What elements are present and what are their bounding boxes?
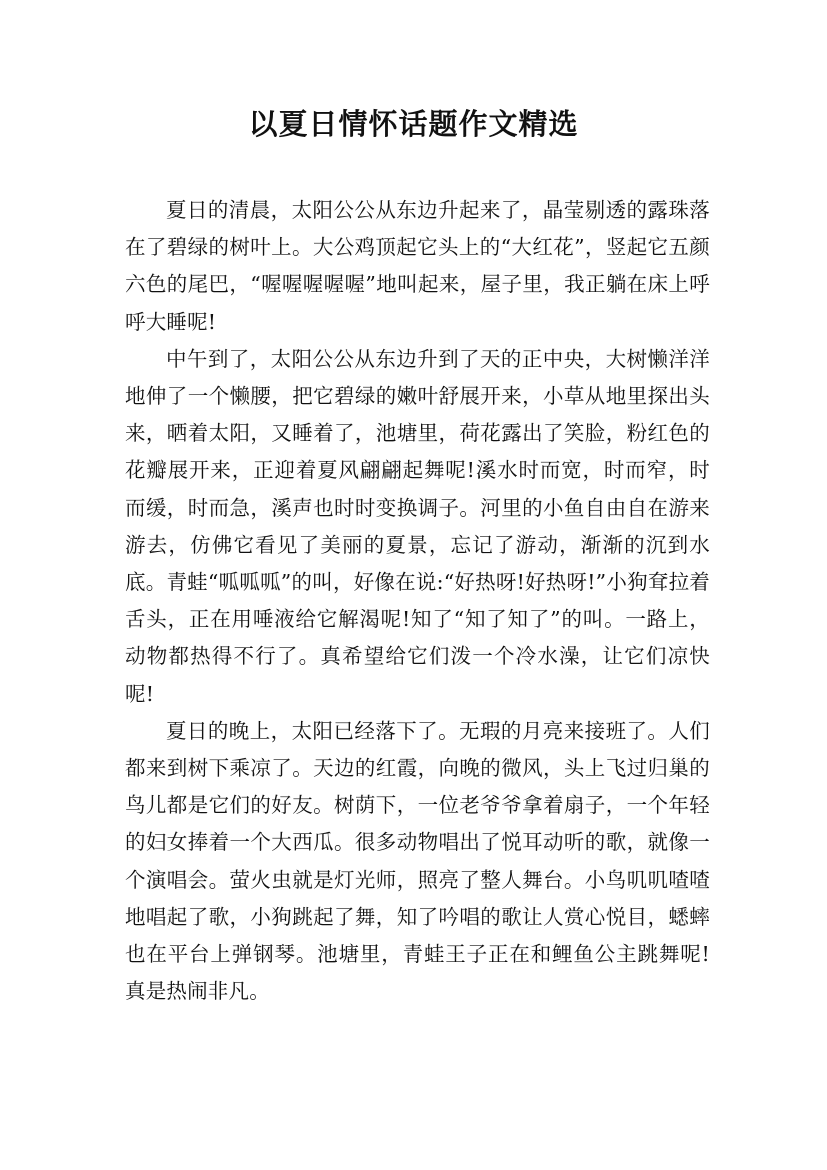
paragraph-evening: 夏日的晚上，太阳已经落下了。无瑕的月亮来接班了。人们都来到树下乘凉了。天边的红霞，向晚的微风，头上飞过归巢的鸟儿都是它们的好友。树荫下，一位老爷爷拿着扇子，一个年轻的妇女捧着一个大西瓜。很多动物唱出了悦耳动听的歌，就像一个演唱会。萤火虫就是灯光师，照亮了整人舞台。小鸟叽叽喳喳地唱起了歌，小狗跳起了舞，知了吟唱的歌让人赏心悦目，蟋蟀也在平台上弹钢琴。池塘里，青蛙王子正在和鲤鱼公主跳舞呢!真是热闹非凡。 — [125, 718, 710, 1004]
article-body — [125, 192, 710, 1010]
paragraph-morning: 夏日的清晨，太阳公公从东边升起来了，晶莹剔透的露珠落在了碧绿的树叶上。大公鸡顶起它头上的“大红花”，竖起它五颜六色的尾巴，“喔喔喔喔喔”地叫起来，屋子里，我正躺在床上呼呼大睡呢! — [125, 198, 710, 334]
page-title: 以夏日情怀话题作文精选 — [248, 107, 579, 141]
paragraph-noon: 中午到了，太阳公公从东边升到了天的正中央，大树懒洋洋地伸了一个懒腰，把它碧绿的嫩叶舒展开来，小草从地里探出头来，晒着太阳，又睡着了，池塘里，荷花露出了笑脸，粉红色的花瓣展开来，正迎着夏风翩翩起舞呢!溪水时而宽，时而窄，时而缓，时而急，溪声也时时变换调子。河里的小鱼自由自在游来游去，仿佛它看见了美丽的夏景，忘记了游动，渐渐的沉到水底。青蛙“呱呱呱”的叫，好像在说:“好热呀!好热呀!”小狗耷拉着舌头，正在用唾液给它解渴呢!知了“知了知了”的叫。一路上，动物都热得不行了。真希望给它们泼一个冷水澡，让它们凉快呢! — [125, 346, 710, 706]
